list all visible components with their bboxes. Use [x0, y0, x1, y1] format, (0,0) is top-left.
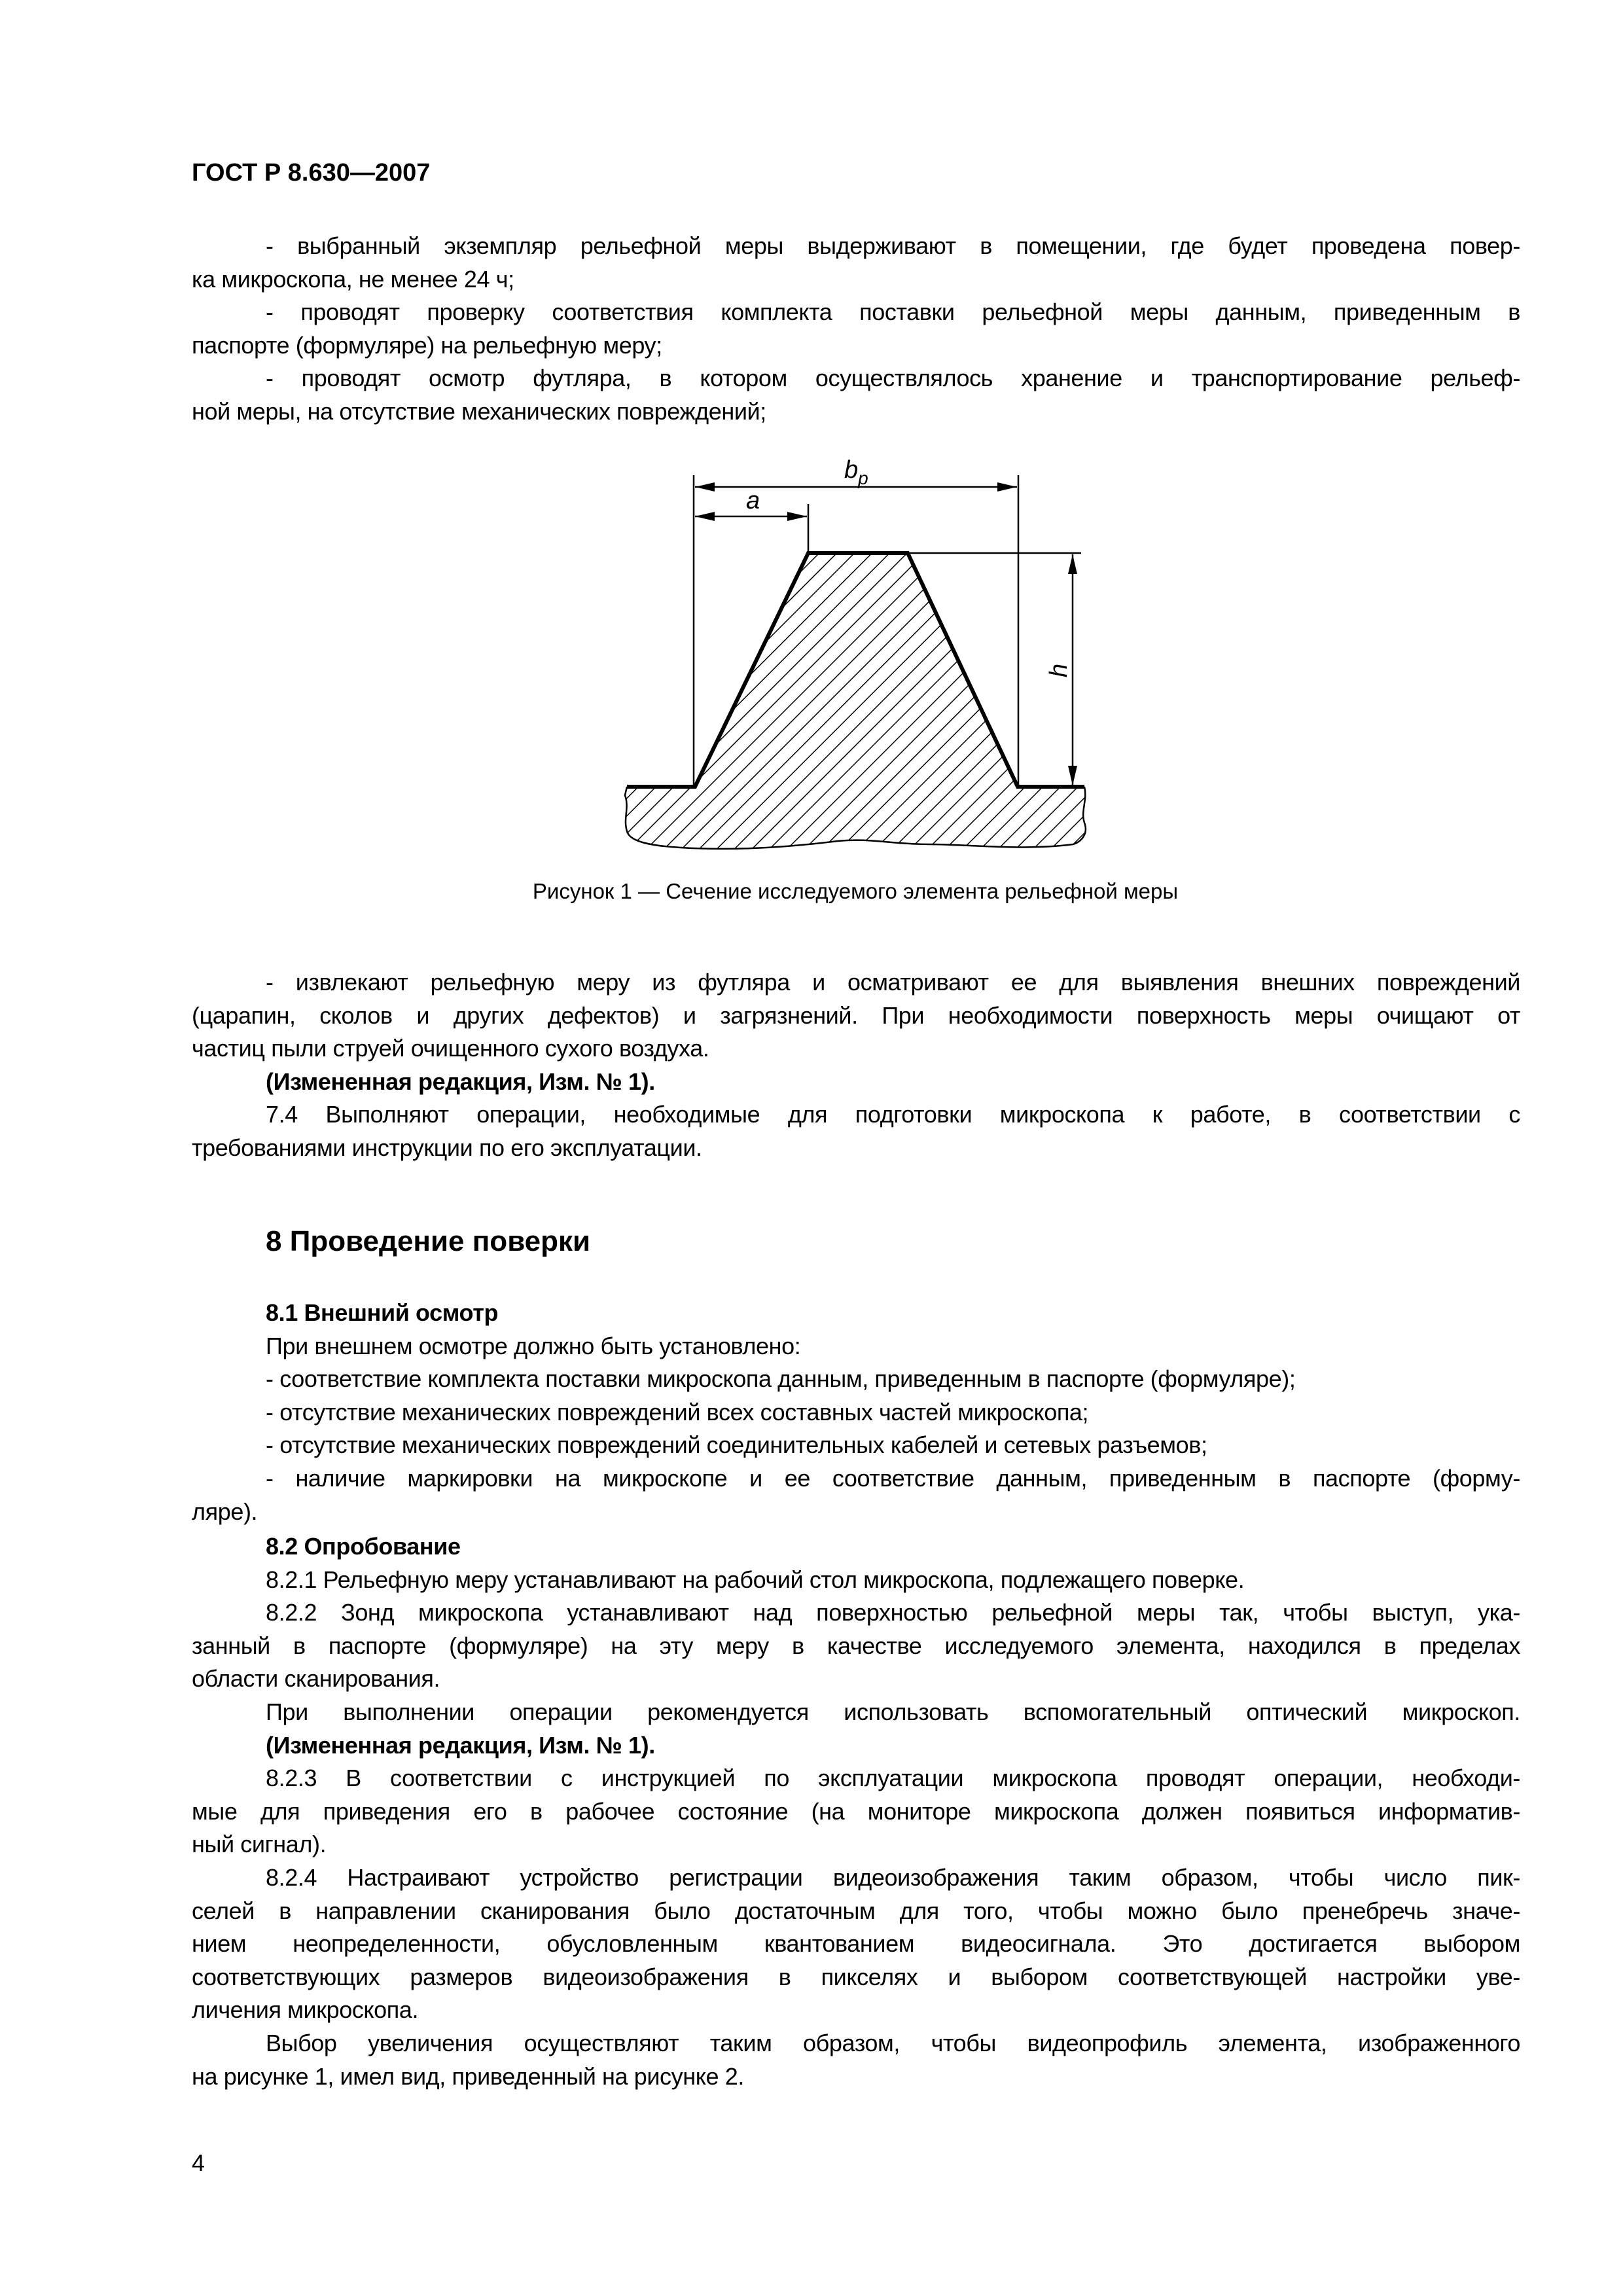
- text-line: ка микроскопа, не менее 24 ч;: [192, 265, 514, 293]
- text-block-testing: [192, 1530, 1520, 2093]
- bold-text-line: 8.1 Внешний осмотр: [266, 1299, 499, 1326]
- text-line: частиц пыли струей очищенного сухого воздуха.: [192, 1035, 709, 1062]
- text-line: - проводят осмотр футляра, в котором осуществлялось хранение и транспортирование рельеф-: [266, 365, 1520, 392]
- text-line: - соответствие комплекта поставки микроскопа данным, приведенным в паспорте (формуляре);: [266, 1365, 1296, 1393]
- label-h: h: [1045, 663, 1073, 677]
- text-block-inspection: [192, 966, 1520, 1165]
- text-line: нием неопределенности, обусловленным квантованием видеосигнала. Это достигается выбором: [192, 1930, 1520, 1958]
- text-line: личения микроскопа.: [192, 1996, 419, 2024]
- text-line: паспорте (формуляре) на рельефную меру;: [192, 331, 662, 359]
- text-line: на рисунке 1, имел вид, приведенный на рисунке 2.: [192, 2062, 744, 2090]
- text-line: ный сигнал).: [192, 1831, 327, 1858]
- figure-caption: Рисунок 1 — Сечение исследуемого элемента рельефной меры: [532, 879, 1179, 903]
- bold-text-line: 8.2 Опробование: [266, 1533, 461, 1560]
- text-line: соответствующих размеров видеоизображения в пикселях и выбором соответствующей настройки уве-: [192, 1963, 1520, 1990]
- bold-text-line: (Измененная редакция, Изм. № 1).: [266, 1731, 655, 1759]
- text-line: области сканирования.: [192, 1665, 440, 1693]
- bold-text-line: (Измененная редакция, Изм. № 1).: [266, 1067, 655, 1095]
- text-line: При выполнении операции рекомендуется использовать вспомогательный оптический микроскоп.: [266, 1698, 1520, 1725]
- text-line: мые для приведения его в рабочее состояние (на мониторе микроскопа должен появиться информатив-: [192, 1797, 1520, 1825]
- text-line: ляре).: [192, 1498, 258, 1525]
- text-line: 7.4 Выполняют операции, необходимые для подготовки микроскопа к работе, в соответствии с: [266, 1101, 1520, 1128]
- text-block-preparation: [192, 230, 1520, 429]
- text-line: 8.2.3 В соответствии с инструкцией по эксплуатации микроскопа проводят операции, необходи-: [266, 1765, 1520, 1792]
- text-line: 8.2.2 Зонд микроскопа устанавливают над поверхностью рельефной меры так, чтобы выступ, ука-: [266, 1599, 1520, 1626]
- label-bp: $b_p$: [844, 456, 868, 488]
- text-line: требованиями инструкции по его эксплуатации.: [192, 1134, 702, 1161]
- text-line: (царапин, сколов и других дефектов) и загрязнений. При необходимости поверхность меры очищают от: [192, 1001, 1520, 1029]
- text-line: - выбранный экземпляр рельефной меры выдерживают в помещении, где будет проведена повер-: [266, 232, 1520, 259]
- text-line: 8.2.1 Рельефную меру устанавливают на рабочий стол микроскопа, подлежащего поверке.: [266, 1566, 1245, 1593]
- document-header: ГОСТ Р 8.630—2007: [192, 159, 431, 187]
- text-line: Выбор увеличения осуществляют таким образом, чтобы видеопрофиль элемента, изображенного: [266, 2029, 1520, 2056]
- text-line: - проводят проверку соответствия комплекта поставки рельефной меры данным, приведенным в: [266, 298, 1520, 326]
- text-line: - наличие маркировки на микроскопе и ее соответствие данным, приведенным в паспорте (форму-: [266, 1464, 1520, 1492]
- text-line: - отсутствие механических повреждений соединительных кабелей и сетевых разъемов;: [266, 1431, 1207, 1459]
- text-line: - извлекают рельефную меру из футляра и осматривают ее для выявления внешних повреждений: [266, 969, 1520, 996]
- figure-1-relief-section: [589, 445, 1113, 870]
- text-line: 8.2.4 Настраивают устройство регистрации видеоизображения таким образом, чтобы число пик-: [266, 1863, 1520, 1891]
- text-line: При внешнем осмотре должно быть установлено:: [266, 1332, 801, 1359]
- text-block-external-inspection: [192, 1297, 1520, 1528]
- text-line: - отсутствие механических повреждений всех составных частей микроскопа;: [266, 1398, 1089, 1426]
- text-line: селей в направлении сканирования было достаточным для того, чтобы можно было пренебречь значе-: [192, 1897, 1520, 1924]
- section-heading: 8 Проведение поверки: [266, 1225, 591, 1257]
- page-number: 4: [192, 2149, 205, 2176]
- label-a: a: [746, 487, 760, 514]
- text-line: ной меры, на отсутствие механических повреждений;: [192, 397, 766, 425]
- text-line: занный в паспорте (формуляре) на эту меру в качестве исследуемого элемента, находился в пределах: [192, 1632, 1520, 1659]
